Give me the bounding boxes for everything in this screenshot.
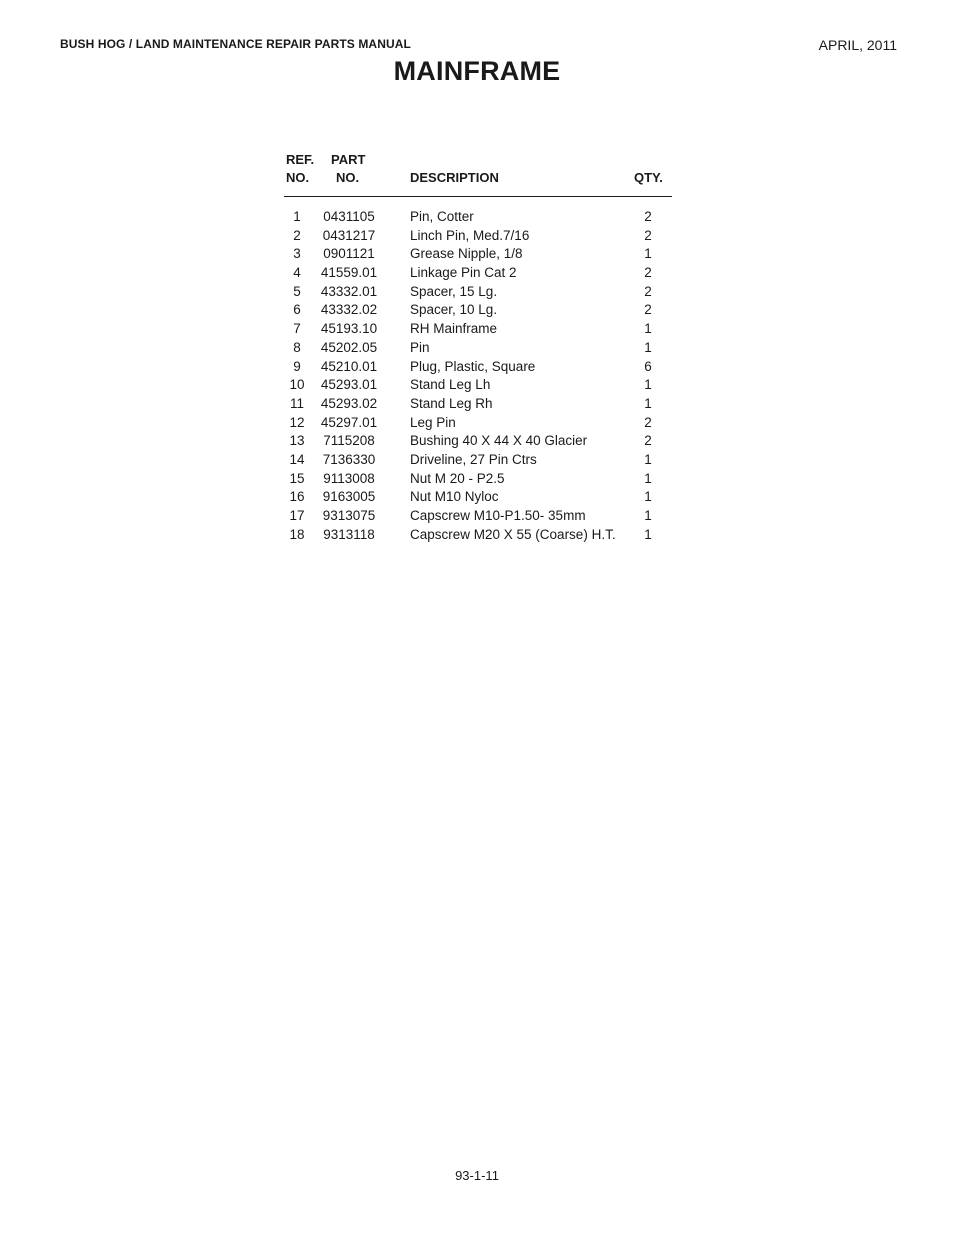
part-description: Leg Pin: [410, 414, 456, 430]
part-quantity: 1: [644, 489, 652, 505]
ref-number: 6: [293, 302, 301, 318]
ref-number: 14: [289, 451, 305, 467]
header-part-line2: NO.: [336, 170, 360, 185]
ref-number: 12: [289, 414, 305, 430]
part-number: 0431217: [322, 227, 376, 243]
header-part-line1: PART: [331, 152, 366, 167]
part-number: 45297.01: [320, 414, 378, 430]
part-quantity: 1: [644, 339, 652, 355]
parts-table-body: [284, 208, 672, 544]
ref-number: 18: [289, 526, 305, 542]
table-row: [284, 488, 672, 507]
part-quantity: 1: [644, 470, 652, 486]
ref-number: 1: [293, 209, 301, 224]
parts-table-header: [284, 150, 672, 197]
part-number: 0901121: [323, 246, 375, 262]
ref-number: 2: [293, 227, 301, 243]
table-row: [284, 320, 672, 339]
part-quantity: 1: [644, 246, 652, 262]
part-description: RH Mainframe: [410, 321, 498, 337]
part-number: 45293.02: [320, 395, 378, 411]
part-number: 9163005: [322, 489, 376, 505]
part-quantity: 2: [644, 227, 652, 243]
page-number: 93-1-11: [455, 1168, 499, 1183]
part-quantity: 6: [644, 358, 652, 374]
table-row: [284, 264, 672, 283]
table-row: [284, 358, 672, 377]
part-description: Spacer, 10 Lg.: [410, 302, 498, 318]
ref-number: 13: [289, 433, 305, 449]
part-description: Nut M10 Nyloc: [410, 489, 499, 505]
part-description: Spacer, 15 Lg.: [410, 283, 498, 299]
part-description: Stand Leg Rh: [410, 395, 493, 411]
header-qty: QTY.: [634, 170, 663, 185]
table-row: [284, 432, 672, 451]
part-quantity: 1: [644, 395, 652, 411]
part-number: 45193.10: [320, 321, 378, 337]
table-row: [284, 451, 672, 470]
part-number: 7136330: [322, 451, 376, 467]
table-row: [284, 283, 672, 302]
ref-number: 10: [289, 377, 305, 393]
part-description: Stand Leg Lh: [410, 377, 491, 393]
part-quantity: 2: [644, 433, 652, 449]
ref-number: 3: [293, 246, 301, 262]
header-ref-line2: NO.: [286, 170, 310, 185]
part-number: 41559.01: [320, 265, 378, 281]
part-description: Grease Nipple, 1/8: [410, 246, 523, 262]
ref-number: 5: [293, 283, 301, 299]
table-row: [284, 395, 672, 414]
part-number: 43332.02: [320, 302, 378, 318]
part-quantity: 2: [644, 265, 652, 281]
parts-table: [284, 150, 672, 544]
ref-number: 7: [293, 321, 301, 337]
document-date: APRIL, 2011: [818, 37, 897, 53]
table-row: [284, 470, 672, 489]
table-row: [284, 526, 672, 545]
part-description: Nut M 20 - P2.5: [410, 470, 505, 486]
table-row: [284, 507, 672, 526]
table-row: [284, 245, 672, 264]
part-number: 7115208: [323, 433, 375, 449]
header-description: DESCRIPTION: [410, 170, 499, 185]
header-ref-line1: REF.: [286, 152, 315, 167]
part-quantity: 1: [644, 377, 652, 393]
part-quantity: 2: [644, 302, 652, 318]
part-description: Capscrew M20 X 55 (Coarse) H.T.: [410, 526, 616, 542]
table-row: [284, 339, 672, 358]
part-quantity: 2: [644, 283, 652, 299]
part-number: 45210.01: [320, 358, 378, 374]
part-number: 9113008: [323, 470, 375, 486]
part-quantity: 1: [644, 526, 652, 542]
part-quantity: 2: [644, 414, 652, 430]
part-number: 45202.05: [320, 339, 378, 355]
part-description: Linch Pin, Med.7/16: [410, 227, 530, 243]
part-quantity: 1: [644, 508, 652, 523]
part-number: 9313118: [323, 526, 375, 542]
part-description: Bushing 40 X 44 X 40 Glacier: [410, 433, 588, 449]
part-number: 43332.01: [320, 283, 378, 299]
part-description: Pin, Cotter: [410, 209, 474, 224]
ref-number: 17: [289, 508, 305, 523]
part-description: Driveline, 27 Pin Ctrs: [410, 451, 537, 467]
ref-number: 9: [293, 358, 301, 374]
part-quantity: 2: [644, 209, 652, 224]
table-row: [284, 301, 672, 320]
part-description: Linkage Pin Cat 2: [410, 265, 517, 281]
table-row: [284, 208, 672, 227]
manual-title: BUSH HOG / LAND MAINTENANCE REPAIR PARTS MANUAL: [60, 37, 411, 51]
part-quantity: 1: [644, 451, 652, 467]
part-quantity: 1: [644, 321, 652, 337]
ref-number: 8: [293, 339, 301, 355]
part-number: 45293.01: [320, 377, 378, 393]
part-description: Pin: [410, 339, 430, 355]
page-title: MAINFRAME: [393, 56, 561, 86]
table-row: [284, 414, 672, 433]
part-number: 0431105: [323, 209, 375, 224]
ref-number: 15: [289, 470, 305, 486]
part-number: 9313075: [322, 508, 376, 523]
table-row: [284, 376, 672, 395]
ref-number: 16: [289, 489, 305, 505]
part-description: Capscrew M10-P1.50- 35mm: [410, 508, 586, 523]
ref-number: 4: [293, 265, 301, 281]
ref-number: 11: [289, 395, 304, 411]
table-row: [284, 227, 672, 246]
part-description: Plug, Plastic, Square: [410, 358, 536, 374]
